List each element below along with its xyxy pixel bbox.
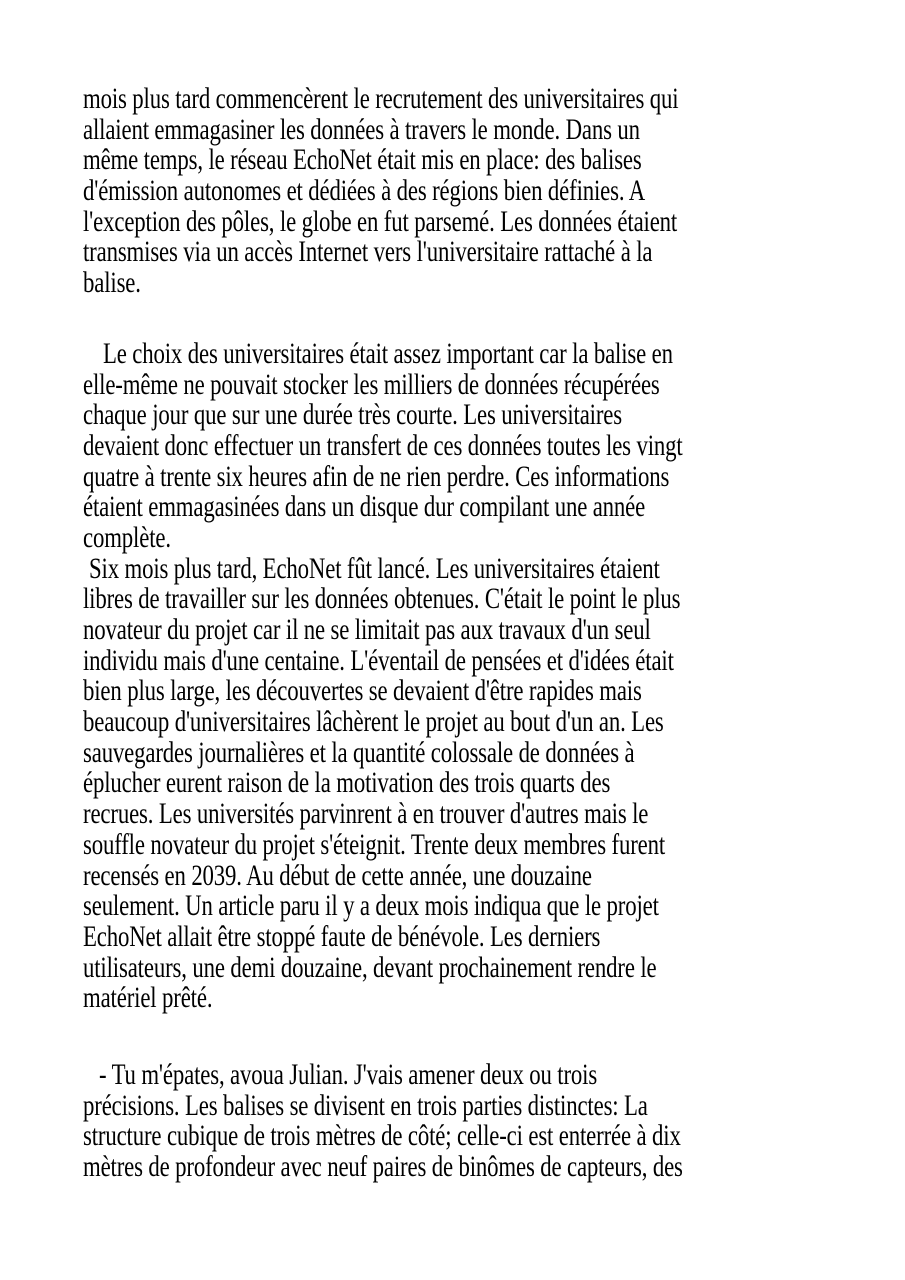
- text-line: Six mois plus tard, EchoNet fût lancé. Les universitaires étaient: [89, 551, 660, 585]
- text-paragraph: [83, 336, 843, 554]
- text-line: structure cubique de trois mètres de côté; celle-ci est enterrée à dix: [83, 1119, 681, 1153]
- text-line: éplucher eurent raison de la motivation des trois quarts des: [83, 766, 611, 800]
- text-line: matériel prêté.: [83, 981, 213, 1015]
- text-line: recrues. Les universités parvinrent à en trouver d'autres mais le: [83, 797, 649, 831]
- text-line: balise.: [83, 266, 141, 300]
- text-line: seulement. Un article paru il y a deux mois indiqua que le projet: [83, 889, 659, 923]
- text-line: elle-même ne pouvait stocker les milliers de données récupérées: [83, 367, 660, 401]
- text-line: EchoNet allait être stoppé faute de bénévole. Les derniers: [83, 919, 601, 953]
- text-paragraph: [83, 1057, 843, 1183]
- text-line: précisions. Les balises se divisent en trois parties distinctes: La: [83, 1088, 648, 1122]
- text-line: complète.: [83, 520, 171, 554]
- text-line: étaient emmagasinées dans un disque dur compilant une année: [83, 490, 646, 524]
- text-line: libres de travailler sur les données obtenues. C'était le point le plus: [83, 582, 681, 616]
- text-line: utilisateurs, une demi douzaine, devant prochainement rendre le: [83, 950, 657, 984]
- text-line: chaque jour que sur une durée très courte. Les universitaires: [83, 398, 622, 432]
- text-paragraph: [83, 551, 843, 1015]
- text-line: d'émission autonomes et dédiées à des régions bien définies. A: [83, 174, 646, 208]
- text-line: bien plus large, les découvertes se devaient d'être rapides mais: [83, 674, 642, 708]
- text-line: sauvegardes journalières et la quantité colossale de données à: [83, 735, 635, 769]
- text-line: l'exception des pôles, le globe en fut parsemé. Les données étaient: [83, 204, 678, 238]
- text-line: souffle novateur du projet s'éteignit. Trente deux membres furent: [83, 827, 666, 861]
- text-line: - Tu m'épates, avoua Julian. J'vais amener deux ou trois: [99, 1057, 598, 1091]
- text-line: individu mais d'une centaine. L'éventail de pensées et d'idées était: [83, 643, 674, 677]
- text-line: novateur du projet car il ne se limitait pas aux travaux d'un seul: [83, 613, 651, 646]
- text-line: recensés en 2039. Au début de cette année, une douzaine: [83, 858, 592, 892]
- text-paragraph: [83, 84, 843, 299]
- text-line: mètres de profondeur avec neuf paires de binômes de capteurs, des: [83, 1150, 683, 1183]
- text-line: beaucoup d'universitaires lâchèrent le projet au bout d'un an. Les: [83, 705, 664, 739]
- text-block: [83, 84, 843, 1183]
- text-line: quatre à trente six heures afin de ne rien perdre. Ces informations: [83, 459, 670, 493]
- text-line: mois plus tard commencèrent le recrutement des universitaires qui: [83, 82, 679, 115]
- text-line: transmises via un accès Internet vers l'universitaire rattaché à la: [83, 235, 653, 269]
- text-line: devaient donc effectuer un transfert de ces données toutes les vingt: [83, 428, 683, 462]
- text-line: même temps, le réseau EchoNet était mis en place: des balises: [83, 143, 642, 177]
- text-line: allaient emmagasiner les données à travers le monde. Dans un: [83, 112, 640, 146]
- text-line: Le choix des universitaires était assez important car la balise en: [103, 336, 673, 370]
